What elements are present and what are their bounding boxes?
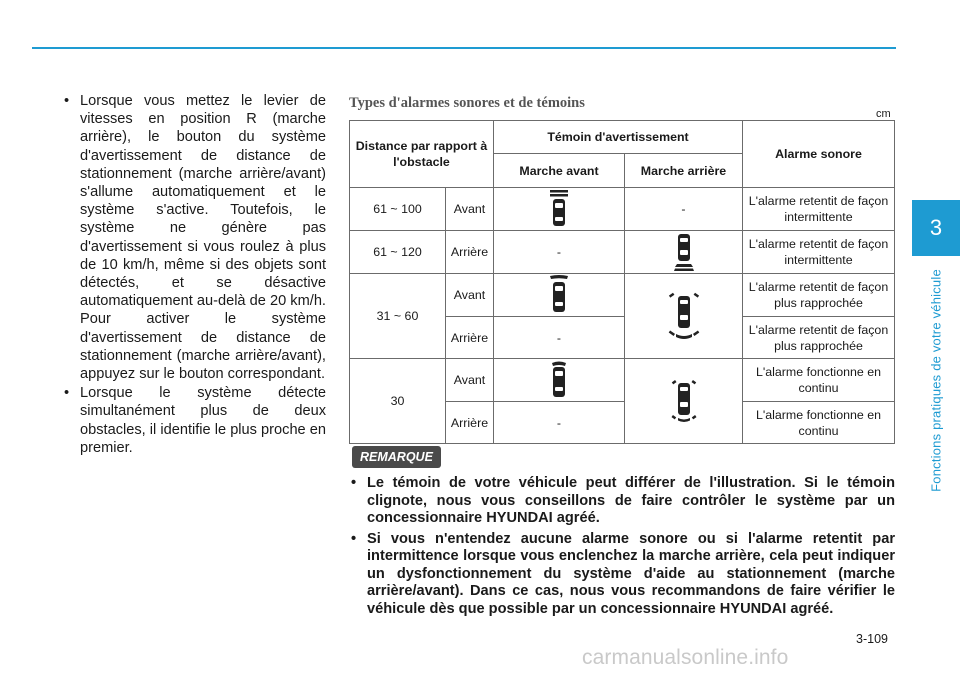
cell-position: Avant [446,188,494,231]
cell-reverse [625,359,743,444]
cell-position: Arrière [446,402,494,444]
note-illustration-differs: • Le témoin de votre véhicule peut différer de l'illustration. Si le témoin clignote, nous vous conseillons de faire contrôler le système par un concessionnaire HYUNDAI agréé. [349,475,895,528]
cell-distance: 61 ~ 120 [350,231,446,274]
cell-alarm: L'alarme retentit de façon plus rapprochée [743,274,895,317]
cell-alarm: L'alarme fonctionne en continu [743,359,895,402]
bullet-multiple-obstacles: • Lorsque le système détecte simultanément plus de deux obstacles, il identifie le plus proche en premier. [62,384,326,457]
cell-forward: - [494,317,625,359]
cell-position: Avant [446,274,494,317]
cell-alarm: L'alarme retentit de façon intermittente [743,188,895,231]
cell-forward [494,188,625,231]
remark-notes [349,475,895,621]
bullet-reverse-activation: • Lorsque vous mettez le levier de vitesses en position R (marche arrière), le bouton du système d'avertissement de distance de stationnement (marche arrière/avant) s'allume automatiquement et le système s'active. Toutefois, le système ne génère pas d'avertissement si vous roulez à plus de 10 km/h, même si des objets sont détectés, et se désactive automatiquement au-delà de 20 km/h. Pour activer le système d'avertissement de distance de stationnement (marche arrière/avant), appuyez sur le bouton correspondant. [62,92,326,383]
car-front-closest-icon [544,360,574,400]
section-title: Types d'alarmes sonores et de témoins [349,95,585,111]
car-front-far-icon [544,189,574,229]
header-alarm: Alarme sonore [743,121,895,188]
watermark: carmanualsonline.info [582,646,789,669]
cell-forward: - [494,402,625,444]
cell-forward: - [494,231,625,274]
cell-distance: 30 [350,359,446,444]
header-forward: Marche avant [494,154,625,188]
car-rear-far-icon [669,232,699,272]
header-warning-light: Témoin d'avertissement [494,121,743,154]
cell-forward [494,359,625,402]
unit-label: cm [876,108,891,120]
page-number: 3-109 [856,632,888,646]
car-rear-closest-icon [667,373,701,429]
cell-position: Arrière [446,317,494,359]
header-reverse: Marche arrière [625,154,743,188]
cell-distance: 31 ~ 60 [350,274,446,359]
chapter-number-tab: 3 [912,200,960,256]
car-front-closer-icon [544,275,574,315]
left-column-bullets [62,92,326,458]
cell-reverse [625,231,743,274]
remark-badge: REMARQUE [352,446,441,468]
cell-reverse: - [625,188,743,231]
cell-distance: 61 ~ 100 [350,188,446,231]
alarm-table [349,120,895,444]
chapter-title: Fonctions pratiques de votre véhicule [928,269,944,492]
cell-position: Avant [446,359,494,402]
cell-alarm: L'alarme fonctionne en continu [743,402,895,444]
header-rule [32,47,896,49]
cell-alarm: L'alarme retentit de façon plus rapprochée [743,317,895,359]
cell-position: Arrière [446,231,494,274]
cell-reverse [625,274,743,359]
cell-forward [494,274,625,317]
cell-alarm: L'alarme retentit de façon intermittente [743,231,895,274]
note-malfunction: • Si vous n'entendez aucune alarme sonore ou si l'alarme retentit par intermittence lorsque vous enclenchez la marche arrière, cela peut indiquer un dysfonctionnement du système d'aide au stationnement (marche arrière/avant). Dans ce cas, nous vous recommandons de faire vérifier le véhicule dès que possible par un concessionnaire HYUNDAI agréé. [349,531,895,619]
car-rear-closer-icon [667,288,701,344]
header-distance: Distance par rapport à l'obstacle [350,121,494,188]
